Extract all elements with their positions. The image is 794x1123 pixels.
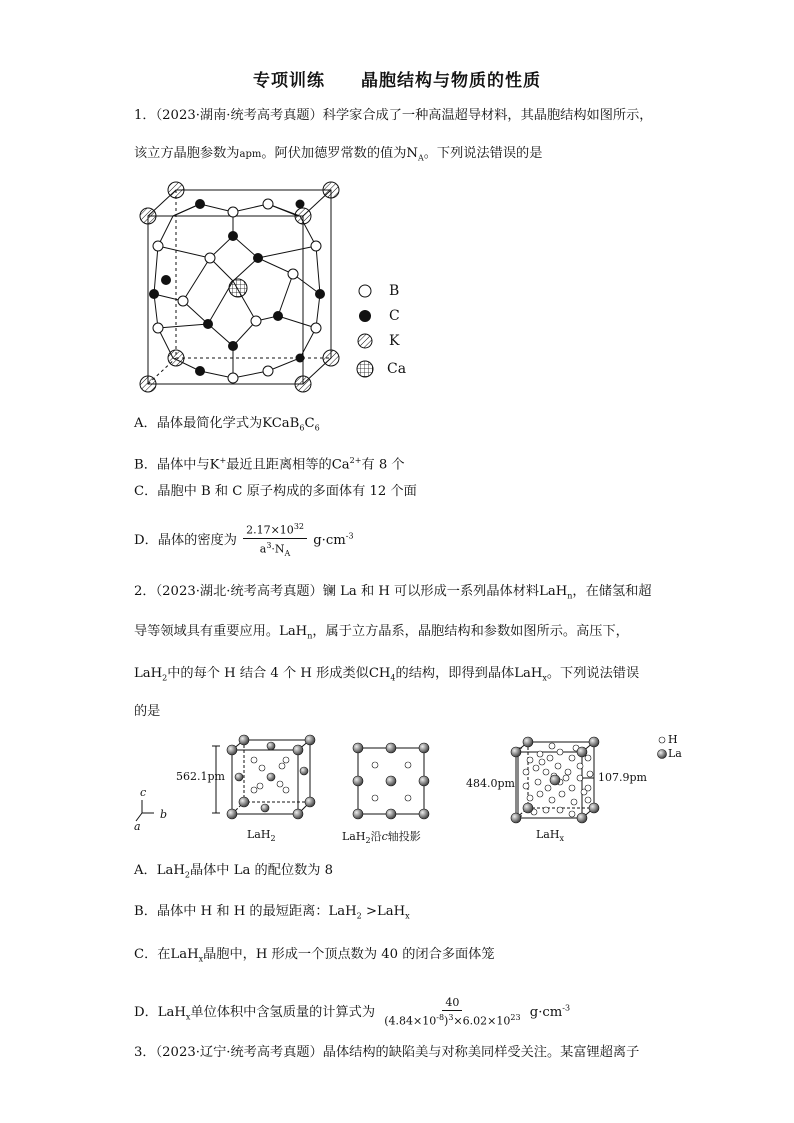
axis-a-label: a bbox=[134, 820, 141, 833]
legend-ca: Ca bbox=[387, 361, 407, 377]
page-title: 专项训练 晶胞结构与物质的性质 bbox=[253, 71, 541, 91]
q1-stem-line1: 1．（2023·湖南·统考高考真题）科学家合成了一种高温超导材料，其晶胞结构如图所示， bbox=[134, 108, 653, 123]
q2-stem-line2: 导等领域具有重要应用。LaH$_n$，属于立方晶系，晶胞结构和参数如图所示。高压下， bbox=[134, 624, 629, 641]
axis-c-label: c bbox=[140, 786, 147, 799]
q2-option-d: D．LaH$_x$单位体积中含氢质量的计算式为 $\frac{40}{(4.84\times 10^{-8})^3\times 6.02\times 10^{23}}$ $g\cdot cm^{-3}$ bbox=[134, 996, 571, 1028]
q2-option-a: A．LaH$_2$晶体中 La 的配位数为 8 bbox=[134, 863, 334, 880]
q2-caption-projection: LaH$_2$沿c轴投影 bbox=[342, 830, 421, 846]
q2-caption-lahx: LaH$_x$ bbox=[536, 828, 564, 844]
axis-b-label: b bbox=[160, 808, 168, 821]
q2-dim-562: 562.1pm bbox=[176, 770, 225, 783]
q3-stem-line1: 3．（2023·辽宁·统考高考真题）晶体结构的缺陷美与对称美同样受关注。某富锂超离子 bbox=[134, 1045, 640, 1060]
q1-option-d: D．晶体的密度为 $\frac{2.17\times 10^{32}}{a^3\cdot N_A}$ $g\cdot cm^{-3}$ bbox=[134, 522, 354, 558]
q2-stem-line4: 的是 bbox=[134, 704, 161, 719]
q2-option-c: C．在LaH$_x$晶胞中，H 形成一个顶点数为 40 的闭合多面体笼 bbox=[134, 947, 495, 964]
q1-option-c: C．晶胞中 B 和 C 原子构成的多面体有 12 个面 bbox=[134, 484, 417, 499]
legend-b: B bbox=[389, 283, 400, 299]
q1-stem-line2: 该立方晶胞参数为apm。阿伏加德罗常数的值为$N_A$。下列说法错误的是 bbox=[134, 146, 543, 163]
q2-option-b: B．晶体中 H 和 H 的最短距离：LaH$_2$ >LaH$_x$ bbox=[134, 904, 410, 921]
q2-dim-107: 107.9pm bbox=[598, 771, 647, 784]
legend-c: C bbox=[389, 308, 400, 324]
q1-option-b: B．晶体中与K+最近且距离相等的$Ca^{2+}$有 8 个 bbox=[134, 456, 405, 473]
q2-dim-484: 484.0pm bbox=[466, 777, 515, 790]
legend-h: H bbox=[668, 733, 678, 746]
q1-option-a: A．晶体最简化学式为$KCaB_6C_6$ bbox=[134, 416, 320, 433]
q2-stem-line1: 2．（2023·湖北·统考高考真题）镧 La 和 H 可以形成一系列晶体材料LaH$_n$，在储氢和超 bbox=[134, 584, 652, 601]
q1-crystal-figure bbox=[128, 176, 418, 404]
legend-la: La bbox=[668, 747, 682, 760]
q2-caption-lah2: LaH$_2$ bbox=[247, 828, 276, 844]
q2-stem-line3: LaH$_2$中的每个 H 结合 4 个 H 形成类似$CH_4$的结构，即得到晶体LaH$_x$。下列说法错误 bbox=[134, 666, 640, 683]
legend-k: K bbox=[389, 333, 400, 349]
